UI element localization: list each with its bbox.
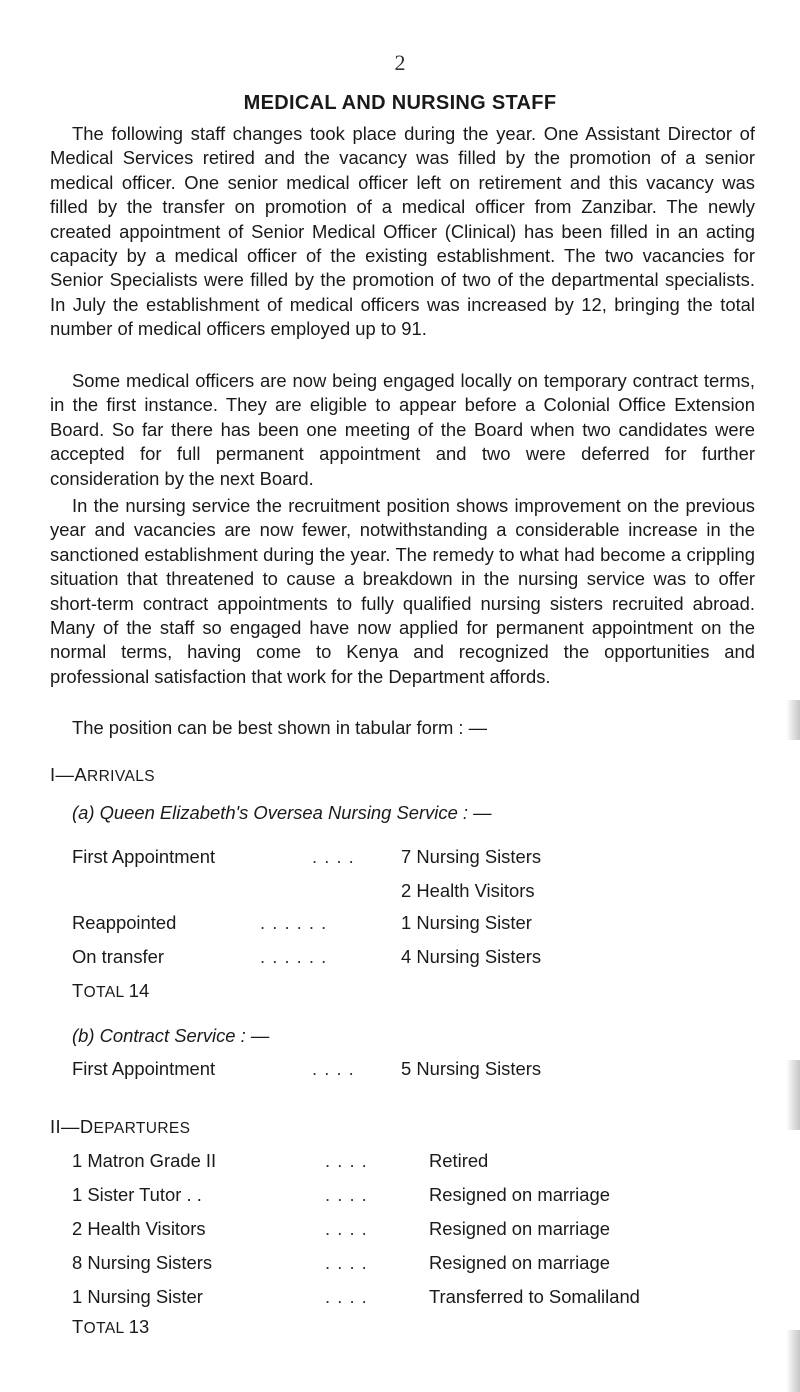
total-value: 14 — [128, 980, 150, 1001]
leader-dots: . . . . — [312, 1058, 355, 1079]
arrivals-heading-rest: RRIVALS — [86, 768, 155, 785]
total-label: OTAL — [83, 984, 124, 1001]
departures-row — [72, 1150, 792, 1174]
leader-dots: . . . . — [325, 1286, 368, 1307]
arrivals-heading — [50, 764, 155, 786]
row-label: First Appointment — [72, 1058, 216, 1079]
departures-heading — [50, 1116, 190, 1138]
row-label: 8 Nursing Sisters — [72, 1252, 213, 1273]
arrivals-subheading-a: (a) Queen Elizabeth's Oversea Nursing Service : — — [72, 802, 492, 823]
row-label: On transfer — [72, 946, 164, 967]
table-intro: The position can be best shown in tabular form : — — [72, 717, 488, 738]
departures-row — [72, 1184, 792, 1208]
arrivals-row — [72, 846, 792, 870]
row-value: Resigned on marriage — [429, 1218, 610, 1239]
arrivals-subheading-b: (b) Contract Service : — — [72, 1025, 270, 1046]
arrivals-total — [72, 980, 149, 1002]
arrivals-heading-initial: A — [74, 764, 87, 785]
row-label: Reappointed — [72, 912, 177, 933]
page-number: 2 — [394, 50, 406, 75]
leader-dots: . . . . . . — [260, 912, 328, 933]
paragraph-local-engagement: Some medical officers are now being engaged locally on temporary contract terms, in the first instance. They are eligible to appear before a Colonial Office Extension Board. So far there has been one meeting of the Board when two candidates were accepted for full permanent appointment and two were deferred for further consideration by the next Board. — [50, 370, 755, 489]
row-value: 2 Health Visitors — [401, 880, 535, 901]
departures-row — [72, 1252, 792, 1276]
row-value: Resigned on marriage — [429, 1252, 610, 1273]
row-label: 1 Matron Grade II — [72, 1150, 217, 1171]
departures-heading-prefix: II— — [50, 1116, 80, 1137]
page-heading: MEDICAL AND NURSING STAFF — [243, 92, 557, 114]
total-label: OTAL — [83, 1320, 124, 1337]
leader-dots: . . . . . . — [260, 946, 328, 967]
row-label: 2 Health Visitors — [72, 1218, 206, 1239]
row-value: Retired — [429, 1150, 489, 1171]
departures-row — [72, 1218, 792, 1242]
row-label: 1 Nursing Sister — [72, 1286, 203, 1307]
departures-heading-rest: EPARTURES — [93, 1120, 191, 1137]
total-initial: T — [72, 1316, 84, 1337]
scan-edge-shade — [786, 700, 800, 740]
row-value: 1 Nursing Sister — [401, 912, 532, 933]
arrivals-heading-prefix: I— — [50, 764, 75, 785]
arrivals-row — [72, 912, 792, 936]
scan-edge-shade — [786, 1060, 800, 1130]
arrivals-row — [72, 1058, 792, 1082]
row-value: 7 Nursing Sisters — [401, 846, 542, 867]
arrivals-row — [72, 946, 792, 970]
departures-row — [72, 1286, 792, 1310]
departures-total — [72, 1316, 149, 1338]
leader-dots: . . . . — [325, 1252, 368, 1273]
departures-heading-initial: D — [79, 1116, 94, 1137]
paragraph-nursing-service: In the nursing service the recruitment position shows improvement on the previous year and vacancies are now fewer, notwithstanding a considerable increase in the sanctioned establishment during the year. The remedy to what had become a crippling situation that threatened to cause a breakdown in the nursing service was to offer short-term contract appointments to fully qualified nursing sisters recruited abroad. Many of the staff so engaged have now applied for permanent appointment on the normal terms, having come to Kenya and recognized the opportunities and professional satisfaction that work for the Department affords. — [50, 495, 755, 687]
row-value: 4 Nursing Sisters — [401, 946, 542, 967]
leader-dots: . . . . — [325, 1218, 368, 1239]
paragraph-staff-changes: The following staff changes took place during the year. One Assistant Director of Medical Services retired and the vacancy was filled by the promotion of a senior medical officer. One senior medical officer left on retirement and this vacancy was filled by the transfer on promotion of a medical officer from Zanzibar. The newly created appointment of Senior Medical Officer (Clinical) has been filled in an acting capacity by a medical officer of the existing establishment. The two vacancies for Senior Specialists were filled by the promotion of two of the departmental specialists. In July the establishment of medical officers was increased by 12, bringing the total number of medical officers employed up to 91. — [50, 123, 755, 340]
leader-dots: . . . . — [325, 1150, 368, 1171]
row-value: Transferred to Somaliland — [429, 1286, 640, 1307]
total-value: 13 — [128, 1316, 150, 1337]
row-value: Resigned on marriage — [429, 1184, 610, 1205]
row-label: 1 Sister Tutor . . — [72, 1184, 202, 1205]
scan-edge-shade — [786, 1330, 800, 1392]
leader-dots: . . . . — [325, 1184, 368, 1205]
row-label: First Appointment — [72, 846, 216, 867]
leader-dots: . . . . — [312, 846, 355, 867]
arrivals-row — [72, 880, 792, 904]
row-value: 5 Nursing Sisters — [401, 1058, 542, 1079]
total-initial: T — [72, 980, 84, 1001]
